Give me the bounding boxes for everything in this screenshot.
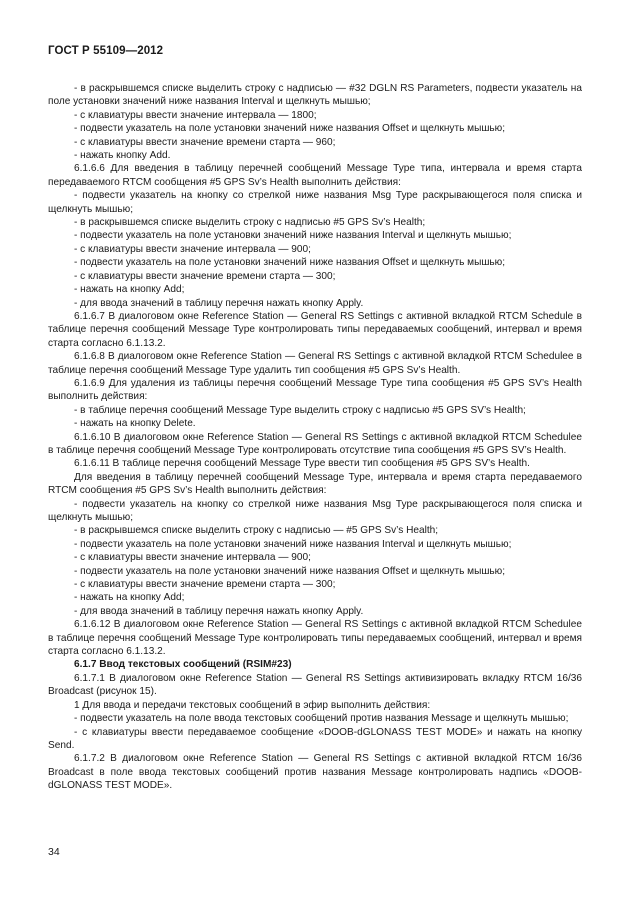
paragraph: - в раскрывшемся списке выделить строку с надписью #5 GPS Sv’s Health; [74, 217, 426, 229]
document-header: ГОСТ Р 55109—2012 [48, 45, 164, 57]
paragraph: 6.1.6.6 Для введения в таблицу перечней сообщений Message Type типа, интервала и время старта передаваемого RTCM сообщения #5 GPS Sv’s Health выполнить действия: [48, 163, 582, 188]
paragraph: 6.1.6.9 Для удаления из таблицы перечня сообщений Message Type типа сообщения #5 GPS SV’s Health выполнить действия: [48, 377, 582, 403]
paragraph: - подвести указатель на поле установки значений ниже названия Interval и щелкнуть мышью; [74, 538, 512, 550]
paragraph: - подвести указатель на поле ввода текстовых сообщений против названия Message и щелкнуть мышью; [74, 713, 569, 725]
paragraph: - с клавиатуры ввести значение интервала — 900; [74, 552, 311, 564]
paragraph: Для введения в таблицу перечней сообщений Message Type, интервала и время старта передаваемого RTCM сообщения #5 GPS Sv’s Health выполнить действия: [48, 471, 582, 497]
paragraph: - подвести указатель на кнопку со стрелкой ниже названия Msg Type раскрывающегося поля списка и щелкнуть мышью; [48, 190, 582, 215]
paragraph: 6.1.6.11 В таблице перечня сообщений Message Type ввести тип сообщения #5 GPS SV’s Health. [74, 458, 530, 470]
paragraph: 1 Для ввода и передачи текстовых сообщений в эфир выполнить действия: [74, 699, 431, 711]
paragraph: - нажать на кнопку Delete. [74, 418, 196, 430]
paragraph: - с клавиатуры ввести значение интервала — 1800; [74, 109, 317, 121]
paragraph: - нажать кнопку Add. [74, 150, 171, 162]
section-heading: 6.1.7 Ввод текстовых сообщений (RSIM#23) [74, 659, 292, 671]
paragraph: - с клавиатуры ввести значение времени старта — 300; [74, 270, 336, 282]
paragraph: - для ввода значений в таблицу перечня нажать кнопку Apply. [74, 605, 364, 617]
paragraph: 6.1.6.12 В диалоговом окне Reference Station — General RS Settings с активной вкладкой RTCM Schedulee в таблице перечня сообщений Message Type контролировать типы передаваемых сообщений, интервал и время старта согласно 6.1.13.2. [48, 619, 582, 658]
paragraph: 6.1.6.10 В диалоговом окне Reference Station — General RS Settings с активной вкладкой RTCM Schedulee в таблице перечня сообщений Message Type контролировать отсутствие типа сообщения #5 GPS SV’s Health. [48, 431, 582, 456]
paragraph: 6.1.7.1 В диалоговом окне Reference Station — General RS Settings активизировать вкладку RTCM 16/36 Broadcast (рисунок 15). [48, 672, 582, 698]
paragraph: - подвести указатель на поле установки значений ниже названия Offset и щелкнуть мышью; [74, 257, 506, 269]
page-number: 34 [48, 846, 60, 858]
paragraph: - подвести указатель на поле установки значений ниже названия Offset и щелкнуть мышью; [74, 565, 506, 577]
paragraph: - в раскрывшемся списке выделить строку с надписью — #32 DGLN RS Parameters, подвести указатель на поле установки значений ниже названия Interval и щелкнуть мышью; [48, 83, 582, 108]
paragraph: - подвести указатель на поле установки значений ниже названия Offset и щелкнуть мышью; [74, 123, 506, 135]
paragraph: - нажать на кнопку Add; [74, 284, 185, 296]
paragraph: - нажать на кнопку Add; [74, 592, 185, 604]
paragraph: - с клавиатуры ввести значение интервала — 900; [74, 243, 311, 255]
paragraph: 6.1.6.8 В диалоговом окне Reference Station — General RS Settings с активной вкладкой RTCM Schedulee в таблице перечня сообщений Message Type удалить тип сообщения #5 GPS Sv’s Health. [48, 351, 582, 376]
paragraph: - подвести указатель на кнопку со стрелкой ниже названия Msg Type раскрывающегося поля списка и щелкнуть мышью; [48, 498, 582, 523]
paragraph: - с клавиатуры ввести значение времени старта — 960; [74, 136, 336, 148]
paragraph: - для ввода значений в таблицу перечня нажать кнопку Apply. [74, 297, 364, 309]
paragraph: - в таблице перечня сообщений Message Type выделить строку с надписью #5 GPS SV’s Health; [74, 404, 526, 416]
paragraph: - подвести указатель на поле установки значений ниже названия Interval и щелкнуть мышью; [74, 230, 512, 242]
paragraph: - в раскрывшемся списке выделить строку с надписью — #5 GPS Sv’s Health; [74, 525, 439, 537]
paragraph: - с клавиатуры ввести передаваемое сообщение «DOOB-dGLONASS TEST MODE» и нажать на кнопку Send. [48, 726, 582, 751]
paragraph: 6.1.6.7 В диалоговом окне Reference Station — General RS Settings с активной вкладкой RTCM Schedule в таблице перечня сообщений Message Type контролировать типы передаваемых сообщений, интервал и время старта согласно 6.1.13.2. [48, 310, 582, 349]
document-body [48, 82, 582, 793]
paragraph: 6.1.7.2 В диалоговом окне Reference Station — General RS Settings с активной вкладкой RTCM 16/36 Broadcast в поле ввода текстовых сообщений против названия Message контролировать надпись «DOOB-dGLONASS TEST MODE». [48, 753, 582, 792]
paragraph: - с клавиатуры ввести значение времени старта — 300; [74, 579, 336, 591]
